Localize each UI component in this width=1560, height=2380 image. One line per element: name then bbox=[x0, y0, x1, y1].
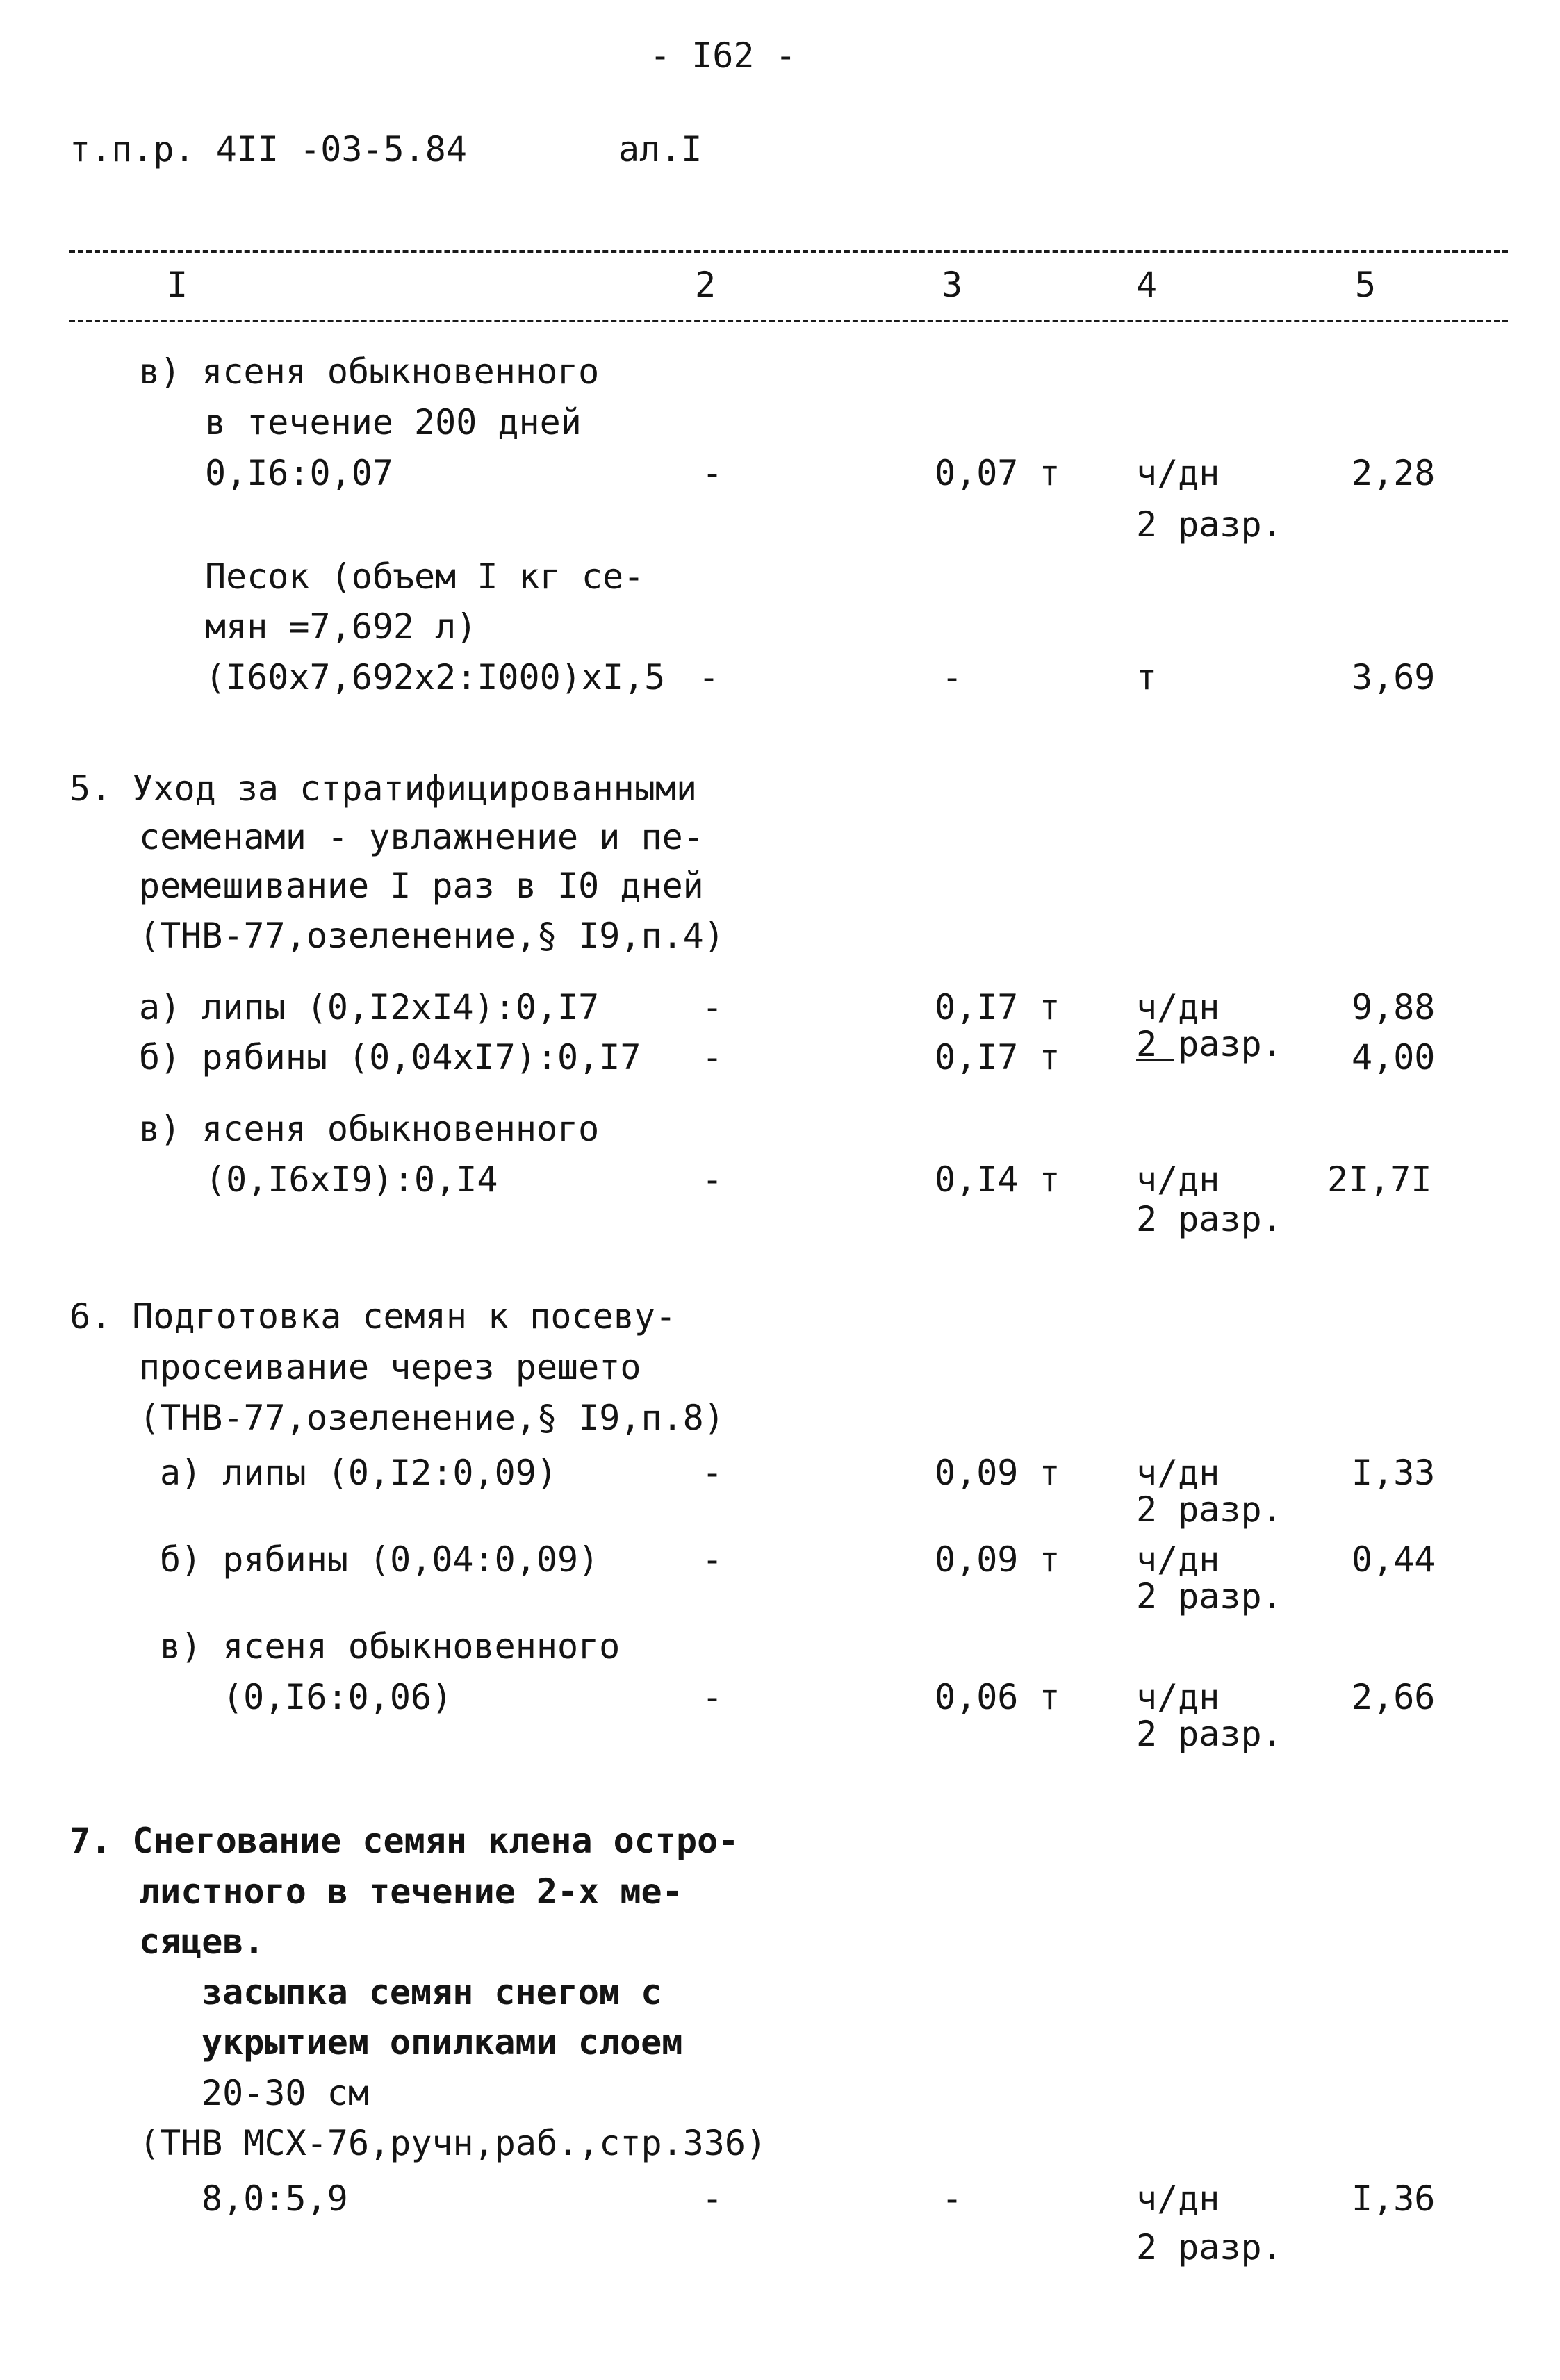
row-col3: 0,I7 т bbox=[935, 1037, 1060, 1077]
row-col5: 2I,7I bbox=[1327, 1159, 1432, 1200]
row-col3: 0,06 т bbox=[935, 1677, 1060, 1717]
row-col4: ч/дн bbox=[1136, 1453, 1220, 1493]
row-text: в) ясеня обыкновенного bbox=[139, 1109, 600, 1149]
row-text: (I60x7,692x2:I000)xI,5 bbox=[205, 657, 666, 697]
row-col5: 2,66 bbox=[1352, 1677, 1436, 1717]
row-text: мян =7,692 л) bbox=[205, 606, 477, 647]
row-text: а) липы (0,I2:0,09) bbox=[160, 1453, 557, 1493]
row-col4: 2 разр. bbox=[1136, 1714, 1283, 1754]
row-text: укрытием опилками слоем bbox=[202, 2022, 683, 2063]
column-header-5: 5 bbox=[1355, 265, 1377, 305]
row-text: сяцев. bbox=[139, 1922, 265, 1962]
row-col3: 0,I7 т bbox=[935, 987, 1060, 1027]
row-text: семенами - увлажнение и пе- bbox=[139, 817, 704, 857]
row-col2: - bbox=[698, 657, 720, 697]
row-text: 0,I6:0,07 bbox=[205, 453, 393, 493]
row-text: 5. Уход за стратифицированными bbox=[69, 768, 698, 809]
row-col5: 3,69 bbox=[1352, 657, 1436, 697]
column-header-4: 4 bbox=[1136, 265, 1158, 305]
row-col5: 9,88 bbox=[1352, 987, 1436, 1027]
row-col5: 2,28 bbox=[1352, 453, 1436, 493]
row-col4: т bbox=[1136, 657, 1158, 697]
page-number: - I62 - bbox=[650, 35, 796, 76]
row-col2: - bbox=[702, 1453, 723, 1493]
row-text: (0,I6xI9):0,I4 bbox=[205, 1159, 498, 1200]
row-col4: 2 разр. bbox=[1136, 2227, 1283, 2267]
column-header-3: 3 bbox=[942, 265, 963, 305]
row-text: б) рябины (0,04xI7):0,I7 bbox=[139, 1037, 641, 1077]
row-col3: 0,I4 т bbox=[935, 1159, 1060, 1200]
row-col4: 2 разр. bbox=[1136, 1576, 1283, 1617]
row-col4: 2 разр. bbox=[1136, 1199, 1283, 1239]
row-col4: ч/дн bbox=[1136, 453, 1220, 493]
row-col2: - bbox=[702, 1539, 723, 1580]
row-col4: ч/дн bbox=[1136, 1159, 1220, 1200]
row-col2: - bbox=[702, 2179, 723, 2219]
row-col2: - bbox=[702, 453, 723, 493]
column-header-2: 2 bbox=[695, 265, 716, 305]
row-text: в) ясеня обыкновенного bbox=[160, 1626, 621, 1667]
row-text: листного в течение 2-х ме- bbox=[139, 1871, 683, 1912]
row-col5: 4,00 bbox=[1352, 1037, 1436, 1077]
sheet-label: ал.I bbox=[618, 129, 703, 170]
row-col4: 2 разр. bbox=[1136, 1024, 1283, 1064]
row-text: а) липы (0,I2xI4):0,I7 bbox=[139, 987, 600, 1027]
row-col4: ч/дн bbox=[1136, 1677, 1220, 1717]
row-col4: ч/дн bbox=[1136, 1539, 1220, 1580]
table-header-rule bbox=[69, 320, 1508, 322]
row-text: ремешивание I раз в I0 дней bbox=[139, 866, 704, 906]
row-text: 8,0:5,9 bbox=[202, 2179, 348, 2219]
row-col5: I,36 bbox=[1352, 2179, 1436, 2219]
row-col4: ч/дн bbox=[1136, 2179, 1220, 2219]
row-col2: - bbox=[702, 987, 723, 1027]
underline-mark bbox=[1136, 1059, 1174, 1061]
row-col4: ч/дн bbox=[1136, 987, 1220, 1027]
row-text: 7. Снегование семян клена остро- bbox=[69, 1821, 739, 1861]
row-text: (ТНВ-77,озеленение,§ I9,п.8) bbox=[139, 1398, 725, 1438]
row-text: б) рябины (0,04:0,09) bbox=[160, 1539, 600, 1580]
row-col4: 2 разр. bbox=[1136, 504, 1283, 545]
row-col3: 0,09 т bbox=[935, 1539, 1060, 1580]
row-col3: 0,07 т bbox=[935, 453, 1060, 493]
row-col2: - bbox=[702, 1037, 723, 1077]
table-top-rule bbox=[69, 250, 1508, 253]
row-col3: - bbox=[942, 657, 963, 697]
row-col2: - bbox=[702, 1677, 723, 1717]
row-text: в) ясеня обыкновенного bbox=[139, 352, 600, 392]
row-text: просеивание через решето bbox=[139, 1347, 641, 1387]
document-reference: т.п.р. 4II -03-5.84 bbox=[69, 129, 467, 170]
row-col4: 2 разр. bbox=[1136, 1489, 1283, 1530]
row-col3: 0,09 т bbox=[935, 1453, 1060, 1493]
row-col2: - bbox=[702, 1159, 723, 1200]
row-text: (ТНВ-77,озеленение,§ I9,п.4) bbox=[139, 916, 725, 956]
row-text: Песок (объем I кг се- bbox=[205, 556, 645, 597]
row-col5: 0,44 bbox=[1352, 1539, 1436, 1580]
row-text: (ТНВ МСХ-76,ручн,раб.,стр.336) bbox=[139, 2123, 767, 2163]
row-col5: I,33 bbox=[1352, 1453, 1436, 1493]
row-text: в течение 200 дней bbox=[205, 402, 582, 443]
row-col3: - bbox=[942, 2179, 963, 2219]
row-text: засыпка семян снегом с bbox=[202, 1972, 662, 2013]
row-text: 20-30 см bbox=[202, 2073, 369, 2113]
row-text: (0,I6:0,06) bbox=[222, 1677, 453, 1717]
column-header-1: I bbox=[167, 265, 188, 305]
row-text: 6. Подготовка семян к посеву- bbox=[69, 1296, 676, 1337]
